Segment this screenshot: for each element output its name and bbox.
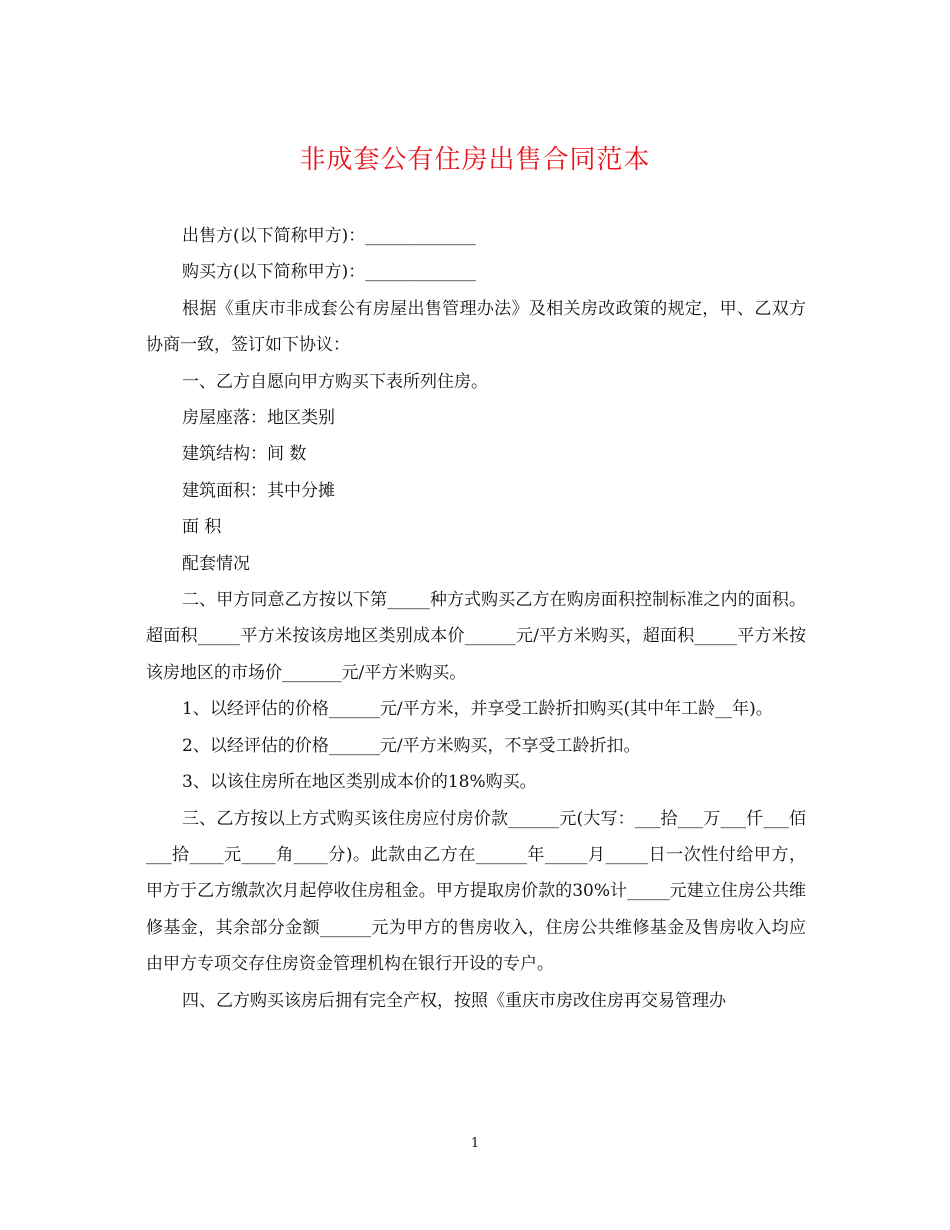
paragraph-facilities: 配套情况	[182, 553, 250, 574]
page-number: 1	[470, 1136, 480, 1151]
paragraph-building-structure: 建筑结构：间 数	[182, 444, 307, 465]
paragraph-clause-2-option-1: 1、以经评估的价格______元/平方米，并享受工龄折扣购买(其中年工龄__年)。	[182, 699, 773, 720]
paragraph-clause-1: 一、乙方自愿向甲方购买下表所列住房。	[182, 371, 488, 392]
paragraph-seller: 出售方(以下简称甲方)：_____________	[182, 226, 476, 246]
document-body	[146, 218, 806, 1019]
paragraph-clause-3: 三、乙方按以上方式购买该住房应付房价款______元(大写：___拾___万___仟___佰___拾____元____角____分)。此款由乙方在______年_____月_____日一次性付给甲方，甲方于乙方缴款次月起停收住房租金。甲方提取房价款的30%计_____元建立住房公共维修基金，其余部分金额______元为甲方的售房收入，住房公共维修基金及售房收入均应由甲方专项交存住房资金管理机构在银行开设的专户。	[146, 808, 806, 975]
paragraph-clause-2: 二、甲方同意乙方按以下第_____种方式购买乙方在购房面积控制标准之内的面积。超面积_____平方米按该房地区类别成本价______元/平方米购买，超面积_____平方米按该房地区的市场价_______元/平方米购买。	[146, 590, 806, 683]
paragraph-basis: 根据《重庆市非成套公有房屋出售管理办法》及相关房改政策的规定，甲、乙双方协商一致，签订如下协议：	[146, 298, 806, 356]
paragraph-clause-4: 四、乙方购买该房后拥有完全产权，按照《重庆市房改住房再交易管理办	[182, 990, 726, 1011]
paragraph-buyer: 购买方(以下简称甲方)：_____________	[182, 262, 476, 283]
document-title: 非成套公有住房出售合同范本	[299, 145, 651, 175]
paragraph-house-location: 房屋座落：地区类别	[182, 408, 335, 429]
paragraph-area: 面 积	[182, 517, 222, 538]
paragraph-clause-2-option-3: 3、以该住房所在地区类别成本价的18%购买。	[182, 772, 537, 793]
paragraph-building-area: 建筑面积：其中分摊	[182, 480, 335, 501]
paragraph-clause-2-option-2: 2、以经评估的价格______元/平方米购买，不享受工龄折扣。	[182, 735, 641, 756]
